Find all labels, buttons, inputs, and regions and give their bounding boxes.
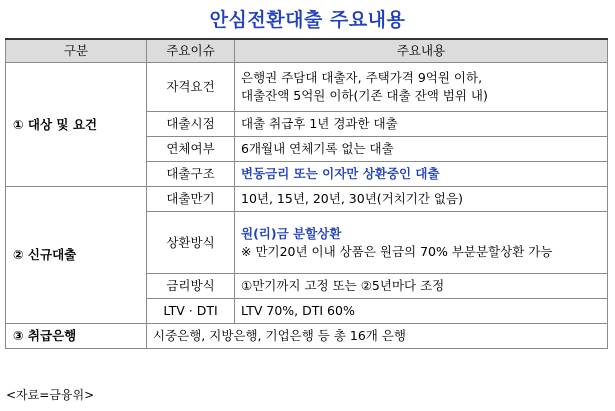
section-label-target: ① 대상 및 요건 — [6, 63, 147, 187]
content-cell-highlight: 변동금리 또는 이자만 상환중인 대출 — [235, 162, 608, 187]
content-cell — [235, 212, 608, 274]
section-label-bank: ③ 취급은행 — [6, 324, 147, 349]
header-issue: 주요이슈 — [147, 39, 235, 63]
source-note: <자료=금융위> — [6, 388, 95, 402]
content-line-highlight: 원(리)금 분할상환 — [241, 225, 342, 241]
header-category: 구분 — [6, 39, 147, 63]
content-cell: 10년, 15년, 20년, 30년(거치기간 없음) — [235, 187, 608, 212]
content-cell: 시중은행, 지방은행, 기업은행 등 총 16개 은행 — [147, 324, 608, 349]
issue-cell: LTV · DTI — [147, 299, 235, 324]
content-cell: 대출 취급후 1년 경과한 대출 — [235, 112, 608, 137]
content-line: 대출잔액 5억원 이하(기존 대출 잔액 범위 내) — [241, 88, 488, 103]
header-row — [6, 39, 608, 63]
issue-cell: 대출만기 — [147, 187, 235, 212]
issue-cell: 상환방식 — [147, 212, 235, 274]
issue-cell: 대출시점 — [147, 112, 235, 137]
table-row — [6, 324, 608, 349]
section-label-new-loan: ② 신규대출 — [6, 187, 147, 324]
issue-cell: 금리방식 — [147, 274, 235, 299]
content-cell — [235, 63, 608, 112]
content-cell: ①만기까지 고정 또는 ②5년마다 조정 — [235, 274, 608, 299]
header-content: 주요내용 — [235, 39, 608, 63]
content-line: 은행권 주담대 대출자, 주택가격 9억원 이하, — [241, 70, 483, 85]
issue-cell: 자격요건 — [147, 63, 235, 112]
content-cell: 6개월내 연체기록 없는 대출 — [235, 137, 608, 162]
content-line: ※ 만기20년 이내 상품은 원금의 70% 부분분할상환 가능 — [241, 243, 553, 259]
page-title: 안심전환대출 주요내용 — [209, 9, 406, 31]
table-row — [6, 63, 608, 112]
issue-cell: 연체여부 — [147, 137, 235, 162]
table-row — [6, 187, 608, 212]
content-cell: LTV 70%, DTI 60% — [235, 299, 608, 324]
issue-cell: 대출구조 — [147, 162, 235, 187]
summary-table — [5, 38, 608, 349]
